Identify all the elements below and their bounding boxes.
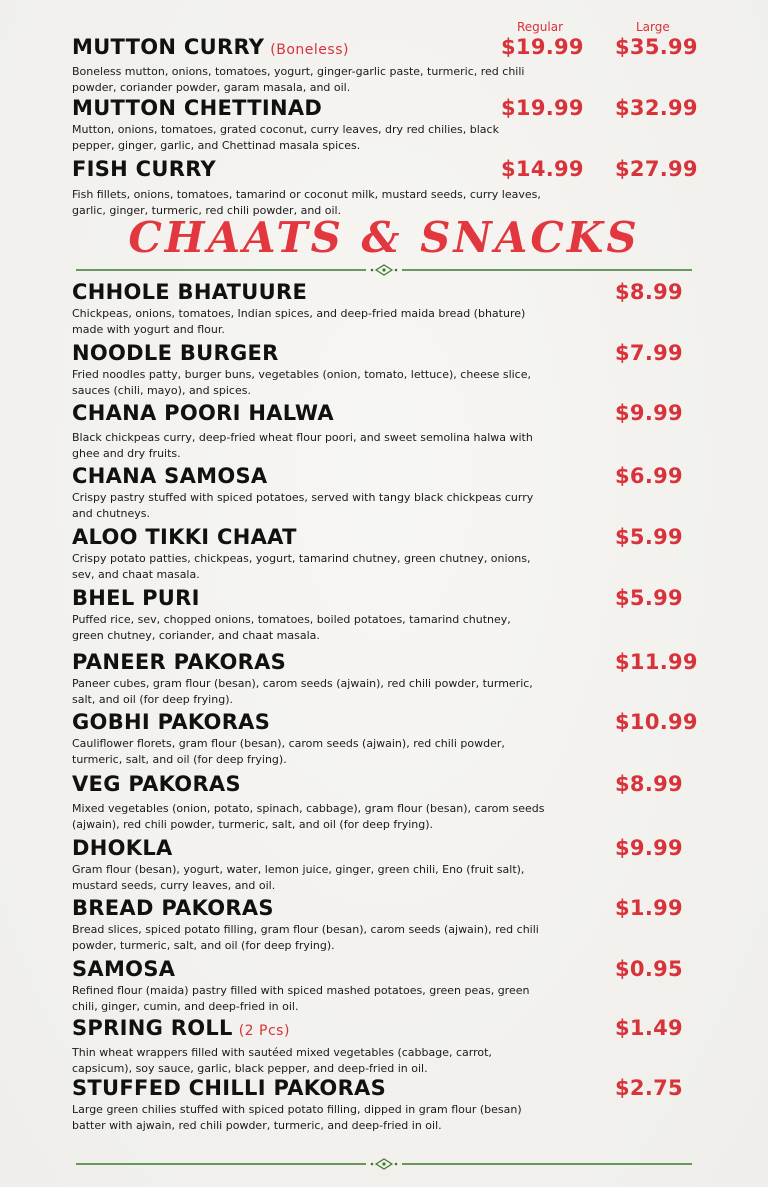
item-name: STUFFED CHILLI PAKORAS — [72, 1076, 387, 1100]
menu-item — [72, 1076, 712, 1134]
item-name: CHANA POORI HALWA — [72, 401, 334, 425]
large-price: $35.99 — [615, 35, 698, 59]
regular-size-label: Regular — [517, 20, 564, 34]
item-price: $5.99 — [615, 586, 683, 610]
item-price: $2.75 — [615, 1076, 683, 1100]
item-name: MUTTON CURRY — [72, 35, 265, 59]
item-description: Mutton, onions, tomatoes, grated coconut, curry leaves, dry red chilies, black pepper, ginger, garlic, and Chettinad masala spices. — [72, 123, 499, 152]
menu-item — [72, 96, 712, 154]
menu-item — [72, 280, 712, 338]
item-description: Puffed rice, sev, chopped onions, tomatoes, boiled potatoes, tamarind chutney, green chutney, coriander, and chaat masala. — [72, 613, 511, 642]
regular-price: $19.99 — [501, 96, 584, 120]
item-name: NOODLE BURGER — [72, 341, 279, 365]
menu-item — [72, 586, 712, 644]
item-note: (2 Pcs) — [238, 1023, 290, 1039]
item-description: Fried noodles patty, burger buns, vegetables (onion, tomato, lettuce), cheese slice, sauces (chili, mayo), and spices. — [72, 368, 531, 397]
menu-item — [72, 341, 712, 399]
menu-item — [72, 525, 712, 583]
menu-item — [72, 401, 712, 462]
menu-item — [72, 464, 712, 522]
menu-item — [72, 157, 712, 219]
item-description: Paneer cubes, gram flour (besan), carom seeds (ajwain), red chili powder, turmeric, salt, and oil (for deep frying). — [72, 677, 533, 706]
item-name: FISH CURRY — [72, 157, 217, 181]
item-price: $1.99 — [615, 896, 683, 920]
menu-item — [72, 836, 712, 894]
item-name: SPRING ROLL — [72, 1016, 233, 1040]
large-size-label: Large — [636, 20, 670, 34]
ornamental-divider-top — [76, 264, 692, 276]
item-description: Boneless mutton, onions, tomatoes, yogurt, ginger-garlic paste, turmeric, red chili powder, coriander powder, garam masala, and oil. — [72, 65, 525, 94]
menu-item — [72, 1016, 712, 1077]
item-description: Chickpeas, onions, tomatoes, Indian spices, and deep-fried maida bread (bhature) made with yogurt and flour. — [72, 307, 526, 336]
item-description: Black chickpeas curry, deep-fried wheat flour poori, and sweet semolina halwa with ghee and dry fruits. — [72, 431, 533, 460]
menu-item — [72, 957, 712, 1015]
section-title: CHAATS & SNACKS — [128, 213, 640, 262]
item-name: CHHOLE BHATUURE — [72, 280, 308, 304]
item-description: Gram flour (besan), yogurt, water, lemon juice, ginger, green chili, Eno (fruit salt), mustard seeds, curry leaves, and oil. — [72, 863, 525, 892]
item-description: Bread slices, spiced potato filling, gram flour (besan), carom seeds (ajwain), red chili powder, turmeric, salt, and oil (for deep frying). — [72, 923, 539, 952]
item-price: $11.99 — [615, 650, 698, 674]
item-note: (Boneless) — [270, 42, 349, 58]
large-price: $32.99 — [615, 96, 698, 120]
large-price: $27.99 — [615, 157, 698, 181]
menu-item — [72, 772, 712, 833]
item-name: GOBHI PAKORAS — [72, 710, 271, 734]
item-description: Large green chilies stuffed with spiced potato filling, dipped in gram flour (besan) batter with ajwain, red chili powder, turmeric, and deep-fried in oil. — [72, 1103, 522, 1132]
item-description: Refined flour (maida) pastry filled with spiced mashed potatoes, green peas, green chili, ginger, cumin, and deep-fried in oil. — [72, 984, 530, 1013]
item-name: BREAD PAKORAS — [72, 896, 274, 920]
item-description: Thin wheat wrappers filled with sautéed mixed vegetables (cabbage, carrot, capsicum), soy sauce, garlic, black pepper, and deep-fried in oil. — [72, 1046, 492, 1075]
item-description: Mixed vegetables (onion, potato, spinach, cabbage), gram flour (besan), carom seeds (ajwain), red chili powder, turmeric, salt, and oil (for deep frying). — [72, 802, 545, 831]
item-name: VEG PAKORAS — [72, 772, 241, 796]
item-name: ALOO TIKKI CHAAT — [72, 525, 297, 549]
regular-price: $14.99 — [501, 157, 584, 181]
item-price: $0.95 — [615, 957, 683, 981]
menu-item — [72, 650, 712, 708]
item-name: MUTTON CHETTINAD — [72, 96, 323, 120]
item-description: Crispy pastry stuffed with spiced potatoes, served with tangy black chickpeas curry and chutneys. — [72, 491, 534, 520]
item-name: PANEER PAKORAS — [72, 650, 287, 674]
item-name: DHOKLA — [72, 836, 173, 860]
menu-item — [72, 35, 712, 96]
item-description: Cauliflower florets, gram flour (besan), carom seeds (ajwain), red chili powder, turmeric, salt, and oil (for deep frying). — [72, 737, 505, 766]
menu-item — [72, 896, 712, 954]
item-price: $7.99 — [615, 341, 683, 365]
item-price: $8.99 — [615, 280, 683, 304]
item-name: SAMOSA — [72, 957, 176, 981]
item-name: CHANA SAMOSA — [72, 464, 268, 488]
item-price: $5.99 — [615, 525, 683, 549]
item-price: $6.99 — [615, 464, 683, 488]
menu-item — [72, 710, 712, 768]
item-price: $10.99 — [615, 710, 698, 734]
regular-price: $19.99 — [501, 35, 584, 59]
item-price: $1.49 — [615, 1016, 683, 1040]
item-name: BHEL PURI — [72, 586, 200, 610]
item-description: Crispy potato patties, chickpeas, yogurt, tamarind chutney, green chutney, onions, sev, and chaat masala. — [72, 552, 531, 581]
item-description: Fish fillets, onions, tomatoes, tamarind or coconut milk, mustard seeds, curry leaves, garlic, ginger, turmeric, red chili powder, and oil. — [72, 188, 541, 217]
ornamental-divider-bottom — [76, 1158, 692, 1170]
item-price: $9.99 — [615, 401, 683, 425]
item-price: $9.99 — [615, 836, 683, 860]
item-price: $8.99 — [615, 772, 683, 796]
